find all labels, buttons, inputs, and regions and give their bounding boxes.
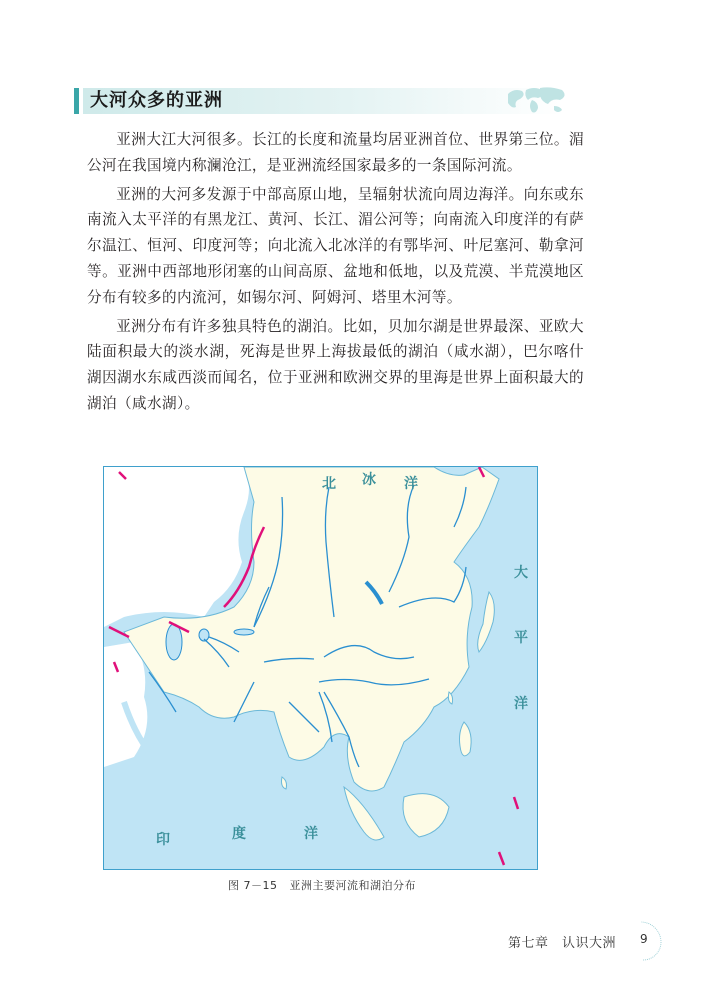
header-accent-bar <box>74 88 79 114</box>
map-label-arctic: 冰 <box>362 472 376 488</box>
paragraph: 亚洲分布有许多独具特色的湖泊。比如，贝加尔湖是世界最深、亚欧大陆面积最大的淡水湖，死海是世界上海拔最低的湖泊（咸水湖），巴尔喀什湖因湖水东咸西淡而闻名，位于亚洲和欧洲交界的里海是世界上面积最大的湖泊（咸水湖）。 <box>87 317 584 412</box>
body-text <box>87 127 584 420</box>
asia-rivers-lakes-map <box>103 466 538 870</box>
map-label-arctic: 北 <box>322 476 336 492</box>
map-label-indian: 印 <box>156 832 170 848</box>
figure-caption-text: 亚洲主要河流和湖泊分布 <box>289 879 416 892</box>
paragraph: 亚洲大江大河很多。长江的长度和流量均居亚洲首位、世界第三位。湄公河在我国境内称澜沧江，是亚洲流经国家最多的一条国际河流。 <box>87 131 584 174</box>
balkhash-lake <box>234 629 254 635</box>
sri-lanka-land <box>282 777 287 789</box>
world-map-icon <box>504 84 570 118</box>
map-canvas <box>104 467 538 870</box>
page-number: 9 <box>640 932 648 946</box>
footer-chapter-title: 第七章 认识大洲 <box>508 936 617 951</box>
map-label-pacific: 洋 <box>514 696 528 712</box>
paragraph: 亚洲的大河多发源于中部高原山地，呈辐射状流向周边海洋。向东或东南流入太平洋的有黑龙江、黄河、长江、湄公河等；向南流入印度洋的有萨尔温江、恒河、印度河等；向北流入北冰洋的有鄂毕河、叶尼塞河、勒拿河等。亚洲中西部地形闭塞的山间高原、盆地和低地，以及荒漠、半荒漠地区分布有较多的内流河，如锡尔河、阿姆河、塔里木河等。 <box>87 185 584 306</box>
map-label-arctic: 洋 <box>404 476 418 492</box>
borneo-land <box>403 794 449 837</box>
figure-number: 图 7－15 <box>228 879 278 892</box>
section-header <box>74 84 570 118</box>
sumatra-land <box>344 787 384 840</box>
figure-caption <box>228 877 416 893</box>
taiwan-land <box>448 692 452 704</box>
philippines-land <box>460 722 472 756</box>
japan-land <box>478 592 495 652</box>
persian-gulf <box>169 712 199 727</box>
caspian-sea <box>166 624 182 660</box>
map-label-indian: 度 <box>232 826 246 842</box>
map-label-pacific: 平 <box>514 630 528 646</box>
section-title: 大河众多的亚洲 <box>90 90 223 111</box>
map-label-indian: 洋 <box>304 826 318 842</box>
map-label-pacific: 大 <box>514 565 528 581</box>
